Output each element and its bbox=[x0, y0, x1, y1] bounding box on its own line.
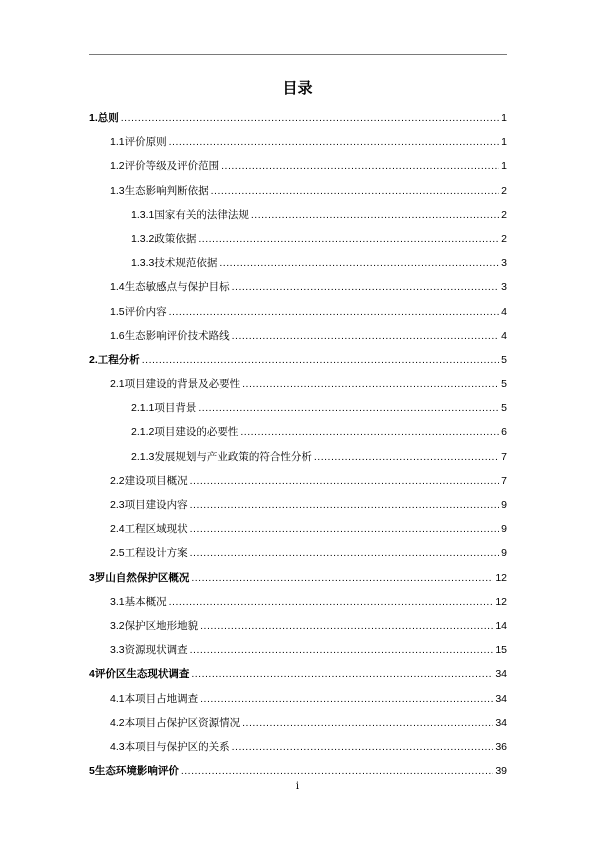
toc-entry[interactable] bbox=[89, 154, 507, 178]
toc-entry-page: 5 bbox=[501, 353, 507, 366]
toc-entry-label: 项目建设的背景及必要性 bbox=[124, 378, 241, 391]
toc-entry-label: 本项目占保护区资源情况 bbox=[124, 716, 241, 729]
toc-entry-label: 本项目占地调查 bbox=[124, 692, 199, 705]
toc-entry-page: 5 bbox=[501, 402, 507, 415]
toc-entry-label: 项目背景 bbox=[154, 402, 197, 415]
toc-entry[interactable] bbox=[89, 106, 507, 130]
toc-dot-leader bbox=[232, 275, 500, 299]
toc-entry-number: 2.1 bbox=[110, 378, 125, 391]
toc-entry-page: 1 bbox=[501, 112, 507, 124]
toc-entry-label: 生态影响评价技术路线 bbox=[124, 329, 230, 342]
toc-dot-leader bbox=[242, 711, 493, 735]
toc-dot-leader bbox=[211, 179, 500, 203]
toc-entry-page: 6 bbox=[501, 426, 507, 439]
toc-entry-label: 技术规范依据 bbox=[154, 257, 218, 270]
toc-entry-page: 4 bbox=[501, 305, 507, 318]
toc-dot-leader bbox=[181, 759, 493, 783]
toc-entry-number: 5 bbox=[89, 765, 95, 778]
toc-dot-leader bbox=[169, 590, 494, 614]
toc-entry-page: 15 bbox=[495, 644, 507, 657]
toc-entry-page: 36 bbox=[495, 740, 507, 753]
toc-dot-leader bbox=[121, 106, 499, 130]
toc-dot-leader bbox=[232, 735, 494, 759]
toc-entry-number: 1.3.2 bbox=[131, 232, 155, 245]
toc-entry[interactable] bbox=[89, 469, 507, 493]
toc-entry-number: 4 bbox=[89, 668, 95, 681]
toc-entry-number: 1.3.1 bbox=[131, 208, 155, 221]
toc-entry[interactable] bbox=[89, 348, 507, 372]
toc-entry-number: 4.2 bbox=[110, 716, 125, 729]
toc-entry-label: 国家有关的法律法规 bbox=[154, 208, 249, 221]
toc-entry-label: 评价内容 bbox=[124, 305, 167, 318]
toc-dot-leader bbox=[198, 396, 499, 420]
toc-dot-leader bbox=[240, 420, 499, 444]
toc-entry-label: 罗山自然保护区概况 bbox=[94, 571, 190, 584]
toc-entry[interactable] bbox=[89, 420, 507, 444]
toc-entry-page: 5 bbox=[501, 378, 507, 391]
toc-entry-label: 发展规划与产业政策的符合性分析 bbox=[154, 450, 312, 463]
toc-entry-label: 工程设计方案 bbox=[124, 547, 188, 560]
toc-dot-leader bbox=[198, 227, 499, 251]
toc-entry-page: 3 bbox=[501, 281, 507, 294]
toc-entry[interactable] bbox=[89, 638, 507, 662]
toc-entry[interactable] bbox=[89, 445, 507, 469]
toc-entry[interactable] bbox=[89, 662, 507, 686]
toc-entry-page: 7 bbox=[501, 450, 507, 463]
toc-dot-leader bbox=[221, 154, 499, 178]
toc-entry-page: 1 bbox=[501, 160, 507, 173]
toc-entry-page: 2 bbox=[501, 184, 507, 197]
toc-dot-leader bbox=[190, 469, 500, 493]
toc-entry[interactable] bbox=[89, 324, 507, 348]
toc-dot-leader bbox=[200, 614, 493, 638]
toc-entry-number: 1.1 bbox=[110, 136, 125, 149]
toc-entry[interactable] bbox=[89, 203, 507, 227]
toc-entry-number: 4.3 bbox=[110, 740, 125, 753]
toc-entry-number: 2.2 bbox=[110, 474, 125, 487]
toc-entry-page: 34 bbox=[495, 668, 507, 681]
toc-entry-number: 4.1 bbox=[110, 692, 125, 705]
toc-entry-number: 1. bbox=[89, 112, 98, 124]
toc-entry[interactable] bbox=[89, 614, 507, 638]
toc-entry-page: 9 bbox=[501, 499, 507, 511]
toc-dot-leader bbox=[242, 372, 499, 396]
toc-entry-label: 评价原则 bbox=[124, 136, 167, 149]
toc-entry-number: 2.1.3 bbox=[131, 450, 155, 463]
toc-entry-page: 9 bbox=[501, 523, 507, 536]
toc-entry-page: 1 bbox=[501, 136, 507, 149]
toc-entry[interactable] bbox=[89, 735, 507, 759]
toc-entry[interactable] bbox=[89, 251, 507, 275]
toc-entry-page: 3 bbox=[501, 257, 507, 270]
toc-entry-number: 1.2 bbox=[110, 160, 125, 173]
toc-entry-label: 生态敏感点与保护目标 bbox=[124, 281, 230, 294]
toc-entry-label: 资源现状调查 bbox=[124, 644, 188, 657]
toc-dot-leader bbox=[191, 566, 493, 590]
toc-entry-page: 12 bbox=[495, 595, 507, 608]
toc-entry-label: 本项目与保护区的关系 bbox=[124, 740, 230, 753]
toc-dot-leader bbox=[169, 300, 500, 324]
table-of-contents bbox=[89, 106, 507, 783]
toc-entry-label: 项目建设内容 bbox=[124, 499, 188, 511]
toc-entry-label: 基本概况 bbox=[124, 595, 167, 608]
toc-entry-label: 政策依据 bbox=[154, 232, 197, 245]
toc-dot-leader bbox=[190, 493, 500, 517]
toc-entry[interactable] bbox=[89, 517, 507, 541]
toc-dot-leader bbox=[191, 662, 493, 686]
toc-dot-leader bbox=[190, 638, 494, 662]
toc-dot-leader bbox=[219, 251, 499, 275]
toc-dot-leader bbox=[169, 130, 500, 154]
toc-entry-page: 9 bbox=[501, 547, 507, 560]
toc-entry-number: 1.4 bbox=[110, 281, 125, 294]
toc-entry-number: 2.4 bbox=[110, 523, 125, 536]
toc-entry-number: 1.5 bbox=[110, 305, 125, 318]
toc-entry[interactable] bbox=[89, 300, 507, 324]
toc-entry[interactable] bbox=[89, 372, 507, 396]
toc-dot-leader bbox=[190, 517, 500, 541]
toc-entry-label: 保护区地形地貌 bbox=[124, 619, 199, 632]
toc-entry-number: 1.6 bbox=[110, 329, 125, 342]
toc-entry-label: 工程区域现状 bbox=[124, 523, 188, 536]
toc-dot-leader bbox=[314, 445, 499, 469]
toc-entry-number: 3.2 bbox=[110, 619, 125, 632]
page-title: 目录 bbox=[282, 79, 313, 97]
toc-dot-leader bbox=[142, 348, 499, 372]
header-rule bbox=[89, 54, 507, 55]
toc-entry-number: 3 bbox=[89, 571, 95, 584]
toc-dot-leader bbox=[200, 687, 493, 711]
toc-entry[interactable] bbox=[89, 759, 507, 783]
toc-entry-label: 生态环境影响评价 bbox=[94, 765, 179, 778]
toc-entry-label: 总则 bbox=[97, 112, 119, 124]
toc-entry[interactable] bbox=[89, 541, 507, 565]
page-number: i bbox=[295, 781, 300, 792]
toc-entry-label: 建设项目概况 bbox=[124, 474, 188, 487]
toc-entry[interactable] bbox=[89, 590, 507, 614]
toc-entry-label: 评价等级及评价范围 bbox=[124, 160, 220, 173]
toc-entry-page: 4 bbox=[501, 329, 507, 342]
toc-entry-number: 3.1 bbox=[110, 595, 125, 608]
toc-entry-label: 评价区生态现状调查 bbox=[94, 668, 190, 681]
toc-entry-page: 39 bbox=[495, 765, 507, 778]
toc-entry-label: 工程分析 bbox=[97, 353, 140, 366]
toc-entry[interactable] bbox=[89, 493, 507, 517]
toc-entry[interactable] bbox=[89, 227, 507, 251]
toc-entry-page: 2 bbox=[501, 232, 507, 245]
toc-entry-number: 2.5 bbox=[110, 547, 125, 560]
toc-entry[interactable] bbox=[89, 396, 507, 420]
toc-entry-page: 12 bbox=[495, 571, 507, 584]
toc-entry-page: 7 bbox=[501, 474, 507, 487]
toc-entry-number: 2.3 bbox=[110, 499, 125, 511]
toc-entry[interactable] bbox=[89, 179, 507, 203]
toc-entry-page: 34 bbox=[495, 692, 507, 705]
toc-dot-leader bbox=[232, 324, 500, 348]
toc-entry-number: 2. bbox=[89, 353, 98, 366]
toc-entry[interactable] bbox=[89, 687, 507, 711]
toc-entry-number: 2.1.2 bbox=[131, 426, 155, 439]
toc-dot-leader bbox=[251, 203, 499, 227]
toc-entry-number: 3.3 bbox=[110, 644, 125, 657]
toc-entry-number: 1.3.3 bbox=[131, 257, 155, 270]
toc-entry[interactable] bbox=[89, 711, 507, 735]
toc-entry-page: 2 bbox=[501, 208, 507, 221]
toc-entry-number: 2.1.1 bbox=[131, 402, 155, 415]
toc-entry-label: 项目建设的必要性 bbox=[154, 426, 239, 439]
toc-entry[interactable] bbox=[89, 566, 507, 590]
toc-entry-label: 生态影响判断依据 bbox=[124, 184, 209, 197]
toc-entry-number: 1.3 bbox=[110, 184, 125, 197]
toc-entry-page: 34 bbox=[495, 716, 507, 729]
toc-entry-page: 14 bbox=[495, 619, 507, 632]
toc-entry[interactable] bbox=[89, 275, 507, 299]
toc-dot-leader bbox=[190, 541, 500, 565]
toc-entry[interactable] bbox=[89, 130, 507, 154]
